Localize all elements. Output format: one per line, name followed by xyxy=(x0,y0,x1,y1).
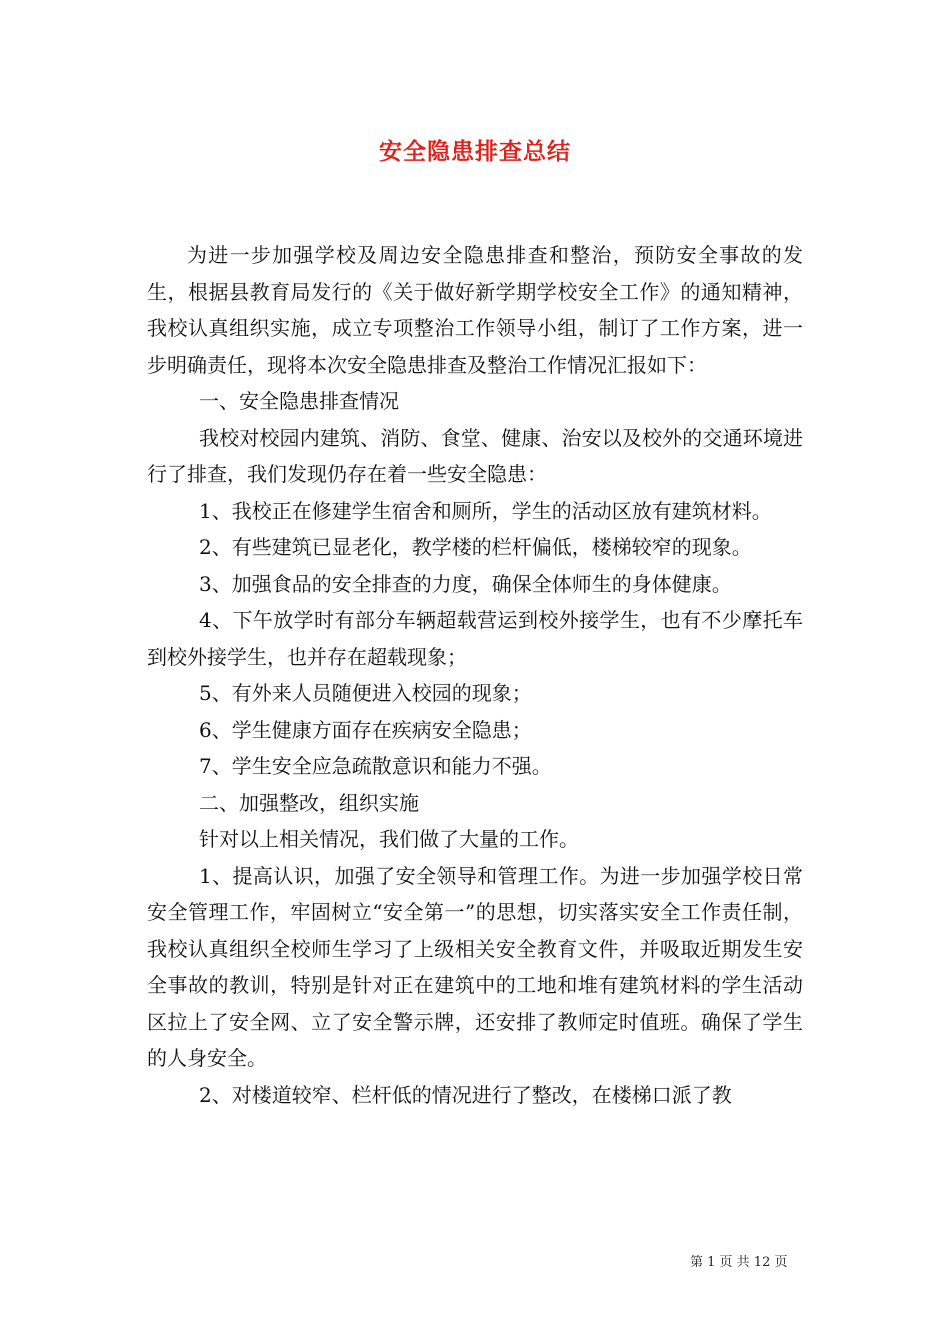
document-body xyxy=(147,237,803,1113)
list-item: 4、下午放学时有部分车辆超载营运到校外接学生，也有不少摩托车到校外接学生，也并存在超载现象； xyxy=(147,608,803,669)
list-item: 2、对楼道较窄、栏杆低的情况进行了整改，在楼梯口派了教 xyxy=(199,1082,732,1107)
list-item: 5、有外来人员随便进入校园的现象； xyxy=(199,681,532,705)
list-item: 1、我校正在修建学生宿舍和厕所，学生的活动区放有建筑材料。 xyxy=(199,498,772,523)
page-footer: 第 1 页 共 12 页 xyxy=(690,1255,788,1270)
list-item: 6、学生健康方面存在疾病安全隐患； xyxy=(199,717,532,742)
section-heading-1: 一、安全隐患排查情况 xyxy=(199,389,399,413)
paragraph: 针对以上相关情况，我们做了大量的工作。 xyxy=(199,827,579,851)
paragraph-intro: 为进一步加强学校及周边安全隐患排查和整治，预防安全事故的发生，根据县教育局发行的《关于做好新学期学校安全工作》的通知精神，我校认真组织实施，成立专项整治工作领导小组，制订了工作方案，进一步明确责任，现将本次安全隐患排查及整治工作情况汇报如下： xyxy=(147,243,803,377)
list-item: 7、学生安全应急疏散意识和能力不强。 xyxy=(199,754,552,778)
list-item: 2、有些建筑已显老化，教学楼的栏杆偏低，楼梯较窄的现象。 xyxy=(199,535,752,559)
paragraph: 我校对校园内建筑、消防、食堂、健康、治安以及校外的交通环境进行了排查，我们发现仍存在着一些安全隐患： xyxy=(147,425,803,486)
page-title: 安全隐患排查总结 xyxy=(379,139,571,165)
list-item: 3、加强食品的安全排查的力度，确保全体师生的身体健康。 xyxy=(199,571,732,596)
list-item: 1、提高认识，加强了安全领导和管理工作。为进一步加强学校日常安全管理工作，牢固树立“安全第一”的思想，切实落实安全工作责任制，我校认真组织全校师生学习了上级相关安全教育文件，并吸取近期发生安全事故的教训，特别是针对正在建筑中的工地和堆有建筑材料的学生活动区拉上了安全网、立了安全警示牌，还安排了教师定时值班。确保了学生的人身安全。 xyxy=(147,863,803,1070)
section-heading-2: 二、加强整改，组织实施 xyxy=(199,790,419,815)
